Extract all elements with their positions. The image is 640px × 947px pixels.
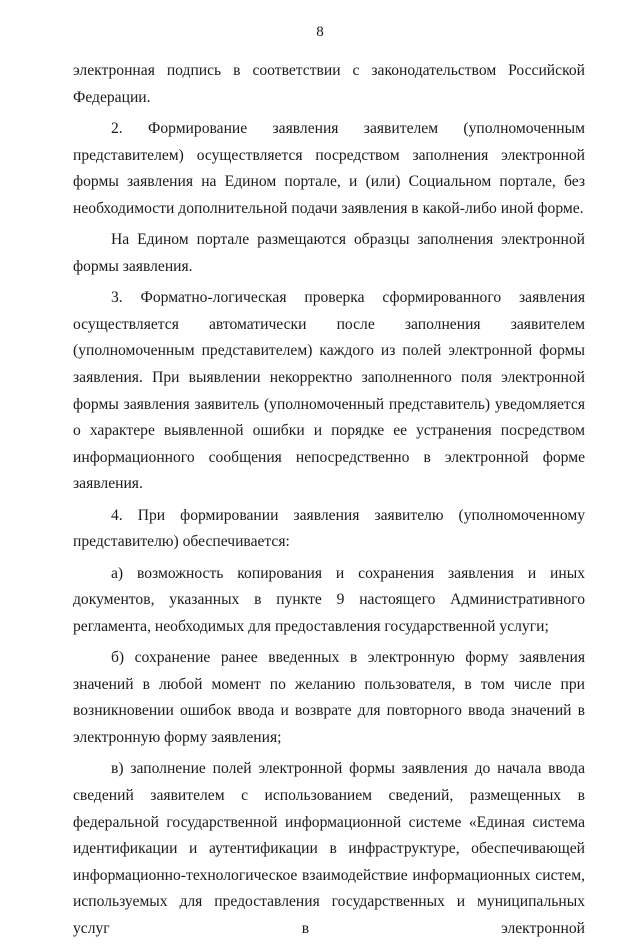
paragraph-subitem-v: в) заполнение полей электронной формы заявления до начала ввода сведений заявителем с использованием сведений, размещенных в федеральной государственной информационной системе «Единая система идентификации и аутентификации в инфраструктуре, обеспечивающей информационно-технологическое взаимодействие информационных систем, используемых для предоставления государственных и муниципальных услуг в электронной [73,760,585,937]
page-number: 8 [316,24,324,40]
document-body [73,58,585,947]
paragraph-continuation: электронная подпись в соответствии с законодательством Российской Федерации. [73,62,585,106]
paragraph-samples: На Едином портале размещаются образцы заполнения электронной формы заявления. [73,231,585,275]
paragraph-item-3: 3. Форматно-логическая проверка сформированного заявления осуществляется автоматически после заполнения заявителем (уполномоченным представителем) каждого из полей электронной формы заявления. При выявлении некорректно заполненного поля электронной формы заявления заявитель (уполномоченный представитель) уведомляется о характере выявленной ошибки и порядке ее устранения посредством информационного сообщения непосредственно в электронной форме заявления. [73,289,585,493]
paragraph-subitem-a: а) возможность копирования и сохранения заявления и иных документов, указанных в пункте 9 настоящего Административного регламента, необходимых для предоставления государственной услуги; [73,564,585,635]
paragraph-item-2: 2. Формирование заявления заявителем (уполномоченным представителем) осуществляется посредством заполнения электронной формы заявления на Едином портале, и (или) Социальном портале, без необходимости дополнительной подачи заявления в какой-либо иной форме. [73,119,585,217]
paragraph-item-4: 4. При формировании заявления заявителю (уполномоченному представителю) обеспечивается: [73,506,585,551]
paragraph-subitem-b: б) сохранение ранее введенных в электронную форму заявления значений в любой момент по желанию пользователя, в том числе при возникновении ошибок ввода и возврате для повторного ввода значений в электронную форму заявления; [73,649,585,747]
